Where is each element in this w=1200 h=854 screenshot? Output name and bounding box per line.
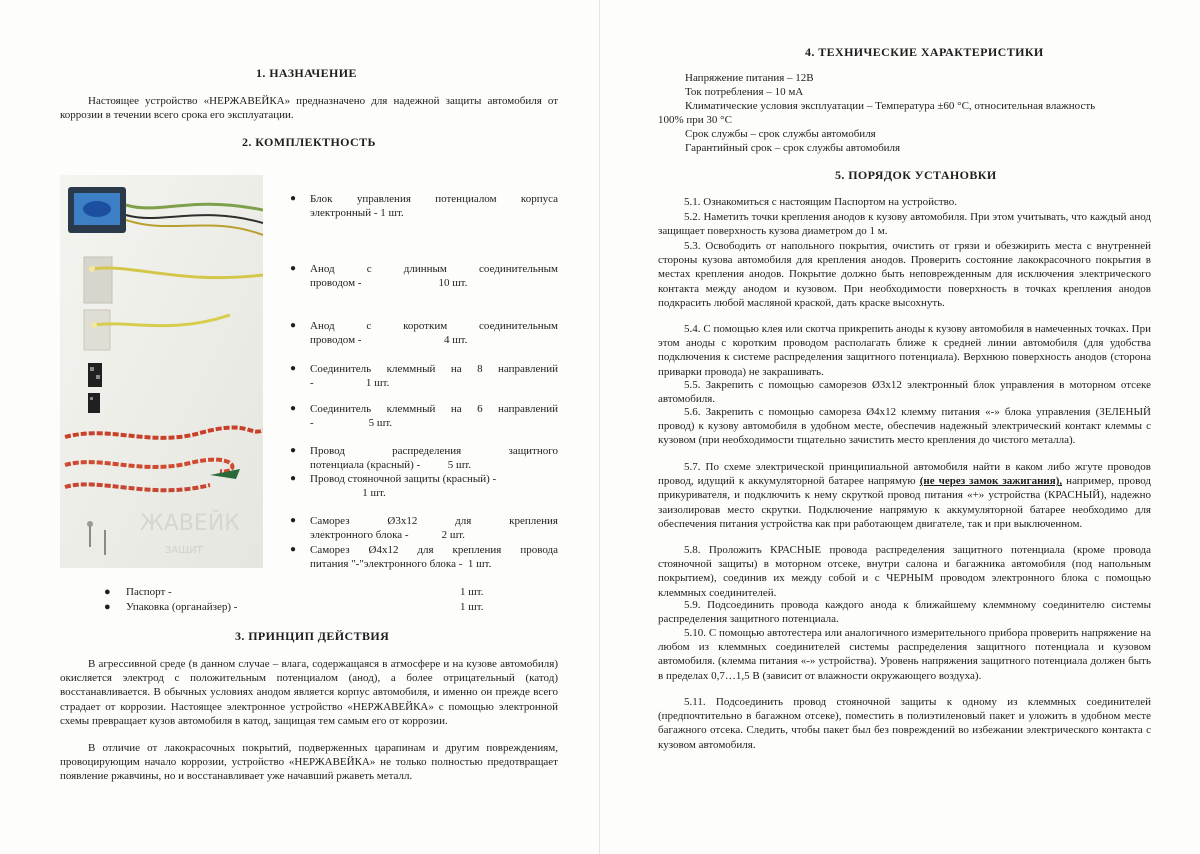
component-item: ● Провод стояночной защиты (красный) - 1 шт. bbox=[290, 473, 497, 499]
step-5-4: 5.4. С помощью клея или скотча прикрепить аноды к кузову автомобиля в намеченных точках. При этом аноды с коротким проводом располагать ближе к средней линии автомобиля (для удобства подключения к системе распределения защитного потенциала). Верхнюю поверхность анодов (сторона приварки провода) не закрашивать. bbox=[658, 323, 1151, 378]
bullet-icon: ● bbox=[290, 515, 297, 526]
bullet-icon: ● bbox=[290, 445, 297, 456]
components-photo bbox=[60, 175, 263, 568]
step-5-6: 5.6. Закрепить с помощью самореза Ø4x12 клемму питания «-» блока управления (ЗЕЛЕНЫЙ провод) к кузову автомобиля в удобном месте, обеспечив надежный электрический контакт клеммы с кузовом (при необходимости тщательно зачистить место крепления до чистого металла). bbox=[658, 406, 1151, 447]
step-5-7: 5.7. По схеме электрической принципиальной автомобиля найти в каком либо жгуте проводов провод, идущий к аккумуляторной батарее напрямую (не через замок зажигания), например, провод прикуривателя, и подключить к нему скруткой провод питания «+» устройства (КРАСНЫЙ), надежно заизолировав место скрутки. Подключение напрямую к аккумуляторной батарее необходимо для обеспечения питания устройства как при работающем двигателе, так и при выключенном. bbox=[658, 461, 1152, 530]
component-item: ● Саморез Ø4x12 для крепления провода питания "-"электронного блока - 1 шт. bbox=[290, 544, 558, 570]
bullet-icon: ● bbox=[290, 263, 297, 274]
spec-line: Ток потребления – 10 мА bbox=[685, 86, 804, 98]
section-3-paragraph-2: В отличие от лакокрасочных покрытий, подверженных царапинам и другим повреждениям, провоцирующим начало коррозии, устройство «НЕРЖАВЕЙКА» не только полностью предотвращает появление ржавчины, но и восстанавливает уже начавший ржаветь металл. bbox=[60, 742, 558, 783]
step-5-9: 5.9. Подсоединить провода каждого анода к ближайшему клеммному соединителю системы распределения защитного потенциала. bbox=[658, 599, 1151, 626]
component-item: ● Блок управления потенциалом корпуса электронный - 1 шт. bbox=[290, 193, 558, 219]
step-5-10: 5.10. С помощью автотестера или аналогичного измерительного прибора проверить напряжение на любом из клеммных соединителей системы распределения защитного потенциала и кузовом автомобиля. (клемма питания «-» устройства). Уровень напряжения защитного потенциала должен быть в пределах 0,7…1,5 В (зависит от влажности окружающего воздуха). bbox=[658, 627, 1151, 682]
spec-line: Срок службы – срок службы автомобиля bbox=[685, 128, 876, 140]
component-item: ● Соединитель клеммный на 6 направлений - 5 шт. bbox=[290, 403, 558, 429]
passport-label: Паспорт - bbox=[126, 586, 172, 598]
svg-text:ЖАВЕЙК: ЖАВЕЙК bbox=[140, 511, 240, 536]
step-5-11: 5.11. Подсоединить провод стояночной защиты к одному из клеммных соединителей (предпочтительно в багажном отсеке), поместить в полиэтиленовый пакет и уложить в удобном месте багажного отсека. Следить, чтобы пакет был без повреждений во избежании электрического контакта с кузовом автомобиля. bbox=[658, 696, 1151, 751]
spec-line: Напряжение питания – 12В bbox=[685, 72, 814, 84]
section-1-title: 1. НАЗНАЧЕНИЕ bbox=[256, 66, 357, 80]
section-2-title: 2. КОМПЛЕКТНОСТЬ bbox=[242, 135, 376, 149]
section-3-paragraph-1: В агрессивной среде (в данном случае – влага, содержащаяся в атмосфере и на кузове автомобиля) окисляется электрод с положительным потенциалом (анод), а более отрицательный (катод) восстанавливается. В обычных условиях анодом является корпус автомобиля, и именно он прежде всего страдает от коррозии. Настоящее электронное устройство «НЕРЖАВЕЙКА» с помощью электронной схемы превращает кузов автомобиля в катод, защищая тем самым его от коррозии. bbox=[60, 658, 558, 727]
bullet-icon: ● bbox=[290, 403, 297, 414]
step-5-7-emphasis: (не через замок зажигания), bbox=[919, 475, 1063, 488]
step-5-8: 5.8. Проложить КРАСНЫЕ провода распределения защитного потенциала (кроме провода стояночной защиты) в моторном отсеке, внутри салона и багажника автомобиля (под напольным покрытием), соединив их между собой и с ЧЕРНЫМ проводом электронного блока с помощью клеммных соединителей. bbox=[658, 544, 1151, 599]
bullet-icon: ● bbox=[290, 363, 297, 374]
component-item: ● Саморез Ø3x12 для крепления электронного блока - 2 шт. bbox=[290, 515, 558, 541]
step-5-3: 5.3. Освободить от напольного покрытия, очистить от грязи и обезжирить места с внутренней стороны кузова автомобиля для крепления анодов. Проверить состояние лакокрасочного покрытия в местах крепления анодов. Покрытие должно быть неповрежденным для исключения электрического контакта между анодом и кузовом. При необходимости поверхность в точках крепления анодов подкрасить любой масляной краской, дать краске высохнуть. bbox=[658, 240, 1151, 309]
bullet-icon: ● bbox=[290, 473, 297, 484]
passport-bullet: ● bbox=[104, 586, 111, 598]
component-item: ● Анод с длинным соединительным проводом - 10 шт. bbox=[290, 263, 558, 289]
component-item: ● Анод с коротким соединительным проводом - 4 шт. bbox=[290, 320, 558, 346]
section-1-text: Настоящее устройство «НЕРЖАВЕЙКА» предназначено для надежной защиты автомобиля от коррозии в течении всего срока его эксплуатации. bbox=[60, 95, 558, 122]
spec-line: 100% при 30 °С bbox=[658, 114, 732, 126]
section-5-title: 5. ПОРЯДОК УСТАНОВКИ bbox=[835, 168, 997, 182]
svg-text:ЗАЩИТ: ЗАЩИТ bbox=[165, 545, 203, 556]
right-page bbox=[600, 0, 1200, 854]
bullet-icon: ● bbox=[290, 320, 297, 331]
passport-qty: 1 шт. bbox=[460, 586, 484, 598]
package-bullet: ● bbox=[104, 601, 111, 613]
spec-line: Гарантийный срок – срок службы автомобиля bbox=[685, 142, 901, 154]
package-label: Упаковка (органайзер) - bbox=[126, 601, 238, 613]
step-5-1: 5.1. Ознакомиться с настоящим Паспортом на устройство. bbox=[684, 196, 958, 208]
component-item: ● Соединитель клеммный на 8 направлений - 1 шт. bbox=[290, 363, 558, 389]
section-3-title: 3. ПРИНЦИП ДЕЙСТВИЯ bbox=[235, 629, 390, 643]
package-qty: 1 шт. bbox=[460, 601, 484, 613]
step-5-5: 5.5. Закрепить с помощью саморезов Ø3x12 электронный блок управления в моторном отсеке автомобиля. bbox=[658, 379, 1151, 406]
component-item: ● Провод распределения защитного потенциала (красный) - 5 шт. bbox=[290, 445, 558, 471]
section-4-title: 4. ТЕХНИЧЕСКИЕ ХАРАКТЕРИСТИКИ bbox=[805, 45, 1044, 59]
bullet-icon: ● bbox=[290, 193, 297, 204]
step-5-2: 5.2. Наметить точки крепления анодов к кузову автомобиля. При этом учитывать, что каждый анод защищает поверхность кузова диаметром до 1 м. bbox=[658, 211, 1151, 238]
spec-line: Климатические условия эксплуатации – Температура ±60 °С, относительная влажность bbox=[685, 100, 1096, 112]
bullet-icon: ● bbox=[290, 544, 297, 555]
